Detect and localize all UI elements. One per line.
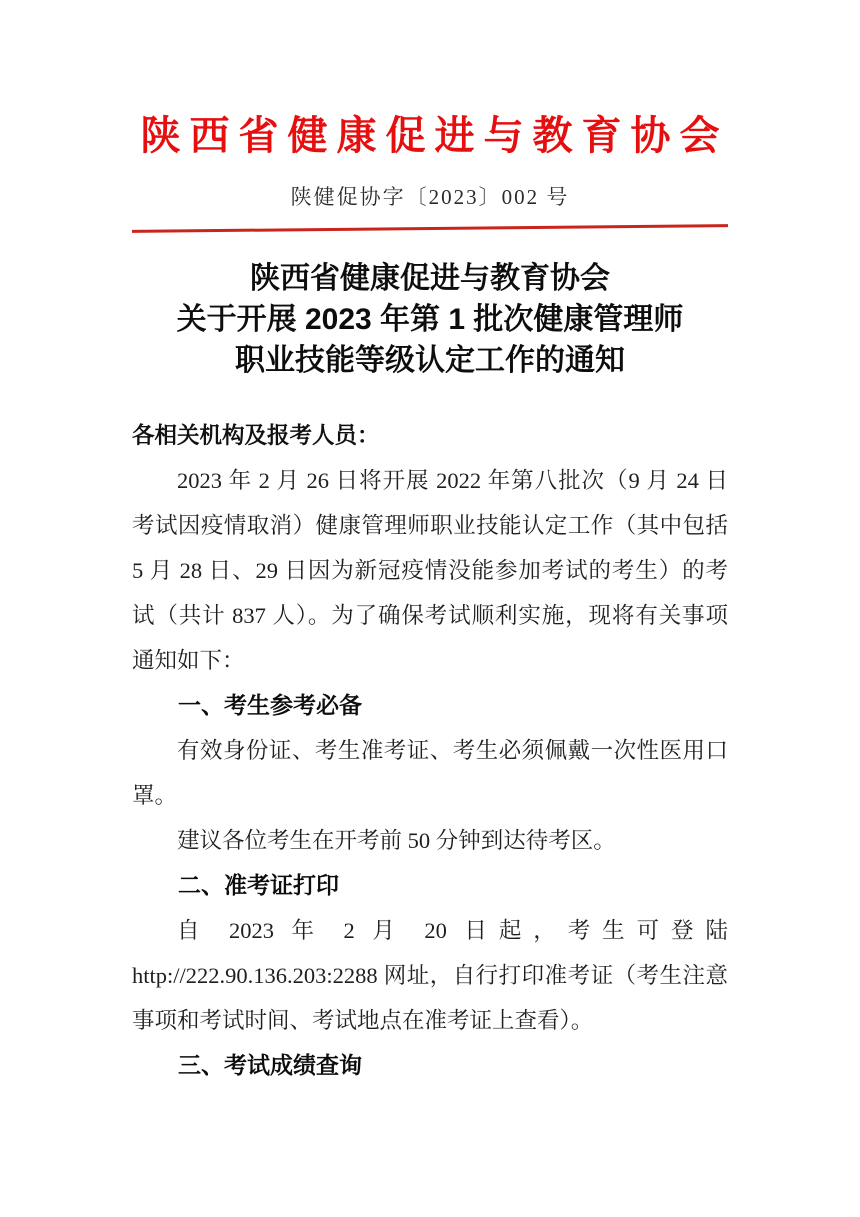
- notice-title: [0, 258, 860, 381]
- org-name-header: 陕西省健康促进与教育协会: [140, 114, 729, 158]
- doc-number: 陕健促协字〔2023〕002 号: [290, 185, 570, 209]
- salutation: 各相关机构及报考人员：: [132, 423, 380, 448]
- notice-title-line-1: 陕西省健康促进与教育协会: [250, 262, 610, 295]
- section-2-text-after-url: 网址，自行打印准考证（考生注意事项和考试时间、考试地点在准考证上查看）。: [132, 963, 728, 1033]
- section-2-paragraph: [132, 908, 728, 1043]
- section-1-heading: 一、考生参考必备: [178, 692, 362, 718]
- section-3-heading: 三、考试成绩查询: [178, 1052, 362, 1078]
- section-2-text-before-url: 自 2023 年 2 月 20 日起，考生可登陆: [177, 918, 728, 943]
- notice-title-line-2: 关于开展 2023 年第 1 批次健康管理师: [176, 303, 684, 336]
- notice-body: [132, 413, 728, 1088]
- red-divider-line: [132, 224, 728, 233]
- intro-paragraph: 2023 年 2 月 26 日将开展 2022 年第八批次（9 月 24 日考试因疫情取消）健康管理师职业技能认定工作（其中包括 5 月 28 日、29 日因为新冠疫情没能参加考试的考生）的考试（共计 837 人）。为了确保考试顺利实施，现将有关事项通知如下：: [132, 468, 728, 673]
- notice-title-line-3: 职业技能等级认定工作的通知: [235, 344, 625, 377]
- section-1-paragraph-2: 建议各位考生在开考前 50 分钟到达待考区。: [177, 828, 616, 853]
- section-1-paragraph-1: 有效身份证、考生准考证、考生必须佩戴一次性医用口罩。: [132, 738, 728, 808]
- section-2-heading: 二、准考证打印: [178, 872, 339, 898]
- admit-card-url: http://222.90.136.203:2288: [132, 963, 378, 988]
